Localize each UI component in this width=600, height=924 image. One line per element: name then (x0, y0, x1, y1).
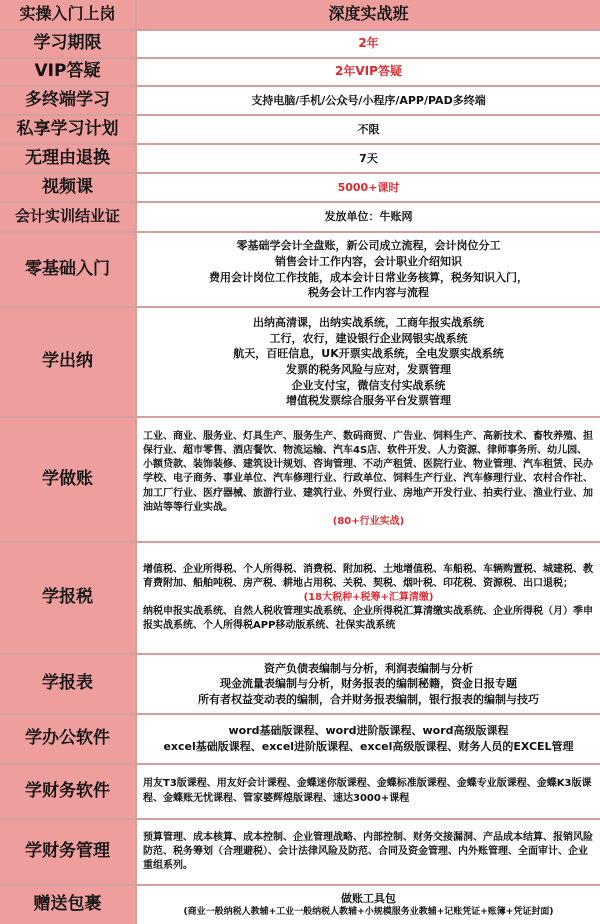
row-value (137, 145, 600, 172)
value-line: 发票的税务风险与应对，发票管理 (286, 363, 451, 376)
value-line: 预算管理、成本核算、成本控制、企业管理战略、内部控制、财务交接漏洞、产品成本结算、报销风险防范、税务筹划（合理避税）、会计法律风险及防范、合同及资金管理、内外账管理、全面审计、企业重组系列。 (143, 831, 593, 872)
row-office-software (0, 715, 600, 765)
row-label: 学财务软件 (0, 765, 137, 818)
table-header-row (0, 0, 600, 31)
row-value (137, 765, 600, 818)
row-label: 视频课 (0, 174, 137, 201)
value-line: 5000+课时 (337, 180, 400, 194)
row-value (137, 59, 600, 85)
row-gift-package (0, 886, 600, 924)
row-finance-management (0, 820, 600, 886)
row-label: 多终端学习 (0, 87, 137, 114)
row-label: 学习期限 (0, 31, 137, 57)
row-refund (0, 145, 600, 174)
row-label: 零基础入门 (0, 233, 137, 306)
row-finance-software (0, 765, 600, 820)
value-line: 纳税申报实战系统、自然人税收管理实战系统、企业所得税汇算清缴实战系统、企业所得税（月）季申报实战系统、个人所得税APP移动版系统、社保实战系统 (143, 606, 593, 632)
row-bookkeeping (0, 418, 600, 543)
row-multi-device (0, 87, 600, 116)
row-label: 学出纳 (0, 308, 137, 416)
value-line: 现金流量表编制与分析，财务报表的编制秘籍，资金日报专题 (220, 677, 517, 691)
value-line: 费用会计岗位工作技能，成本会计日常业务核算，税务知识入门， (209, 270, 528, 284)
row-zero-basics (0, 233, 600, 308)
value-line: 销售会计工作内容，会计职业介绍知识 (275, 254, 462, 268)
row-reports (0, 655, 600, 715)
row-label: 赠送包裹 (0, 886, 137, 924)
header-left-cell: 实操入门上岗 (0, 0, 137, 29)
value-line: 不限 (357, 122, 380, 136)
row-value (137, 31, 600, 57)
row-certificate (0, 203, 600, 233)
value-line: 用友T3版课程、用友好会计课程、金蝶迷你版课程、金蝶标准版课程、金蝶专业版课程、金蝶K3版课程、金蝶账无忧课程、管家婆辉煌版课程、速达3000+课程 (143, 778, 592, 804)
row-value (137, 87, 600, 114)
value-line-highlight: (80+行业实战) (332, 515, 405, 527)
row-value (137, 233, 600, 306)
row-label: 学报税 (0, 543, 137, 653)
row-label: 学办公软件 (0, 715, 137, 763)
value-line: 企业支付宝，微信支付实战系统 (291, 378, 446, 392)
row-value (137, 308, 600, 416)
header-right-cell: 深度实战班 (137, 0, 600, 29)
row-value (137, 174, 600, 201)
value-line: 出纳高清课，出纳实战系统，工商年报实战系统 (253, 316, 484, 330)
row-label: 学报表 (0, 655, 137, 713)
row-label: 会计实训结业证 (0, 203, 137, 231)
value-line: 工业、商业、服务业、灯具生产、服务生产、数码商贸、广告业、饲料生产、高新技术、畜牧养殖、担保行业、超市零售、酒店餐饮、物流运输、汽车4S店、软件开发、人力资源、律师事务所、幼儿园、小额贷款、装饰装修、建筑设计规划、咨询管理、不动产租赁、医院行业、物业管理、汽车租赁、民办学校、电子商务、事业单位、汽车修理行业、行政单位、饲料生产行业、汽车修理行业、农村合作社、加工厂行业、医疗器械、旅游行业、建筑行业、外贸行业、房地产开发行业、拍卖行业、渔业行业、加油站等等行业实战。 (143, 430, 593, 513)
row-value (137, 543, 600, 653)
value-line-highlight: (18大税种+税筹+汇算清缴) (303, 591, 434, 603)
value-line: 增值税、企业所得税、个人所得税、消费税、附加税、土地增值税、车船税、车辆购置税、城建税、教育费附加、船舶吨税、房产税、耕地占用税、关税、契税、烟叶税、印花税、资源税、出口退税； (143, 563, 593, 589)
row-value (137, 820, 600, 884)
row-value (137, 418, 600, 541)
row-study-period (0, 31, 600, 59)
row-value (137, 886, 600, 924)
value-line: 航天，百旺信息，UK开票实战系统，全电发票实战系统 (233, 347, 504, 361)
value-line: (商业一般纳税人教辅+工业一般纳税人教辅+小规模服务业教辅+记账凭证+账簿+凭证封面) (183, 907, 554, 918)
row-label: VIP答疑 (0, 59, 137, 85)
row-video-course (0, 174, 600, 203)
value-line: 工行，农行，建设银行企业网银实战系统 (269, 331, 468, 345)
row-cashier (0, 308, 600, 418)
value-line: 所有者权益变动表的编制，合并财务报表编制，银行报表的编制与技巧 (198, 692, 539, 706)
value-line: 发放单位：牛账网 (324, 210, 413, 224)
value-line: 7天 (359, 151, 378, 165)
row-tax-filing (0, 543, 600, 655)
row-label: 私享学习计划 (0, 116, 137, 143)
row-label: 学财务管理 (0, 820, 137, 884)
row-label: 无理由退换 (0, 145, 137, 172)
value-line: 2年 (358, 36, 379, 51)
value-line: 零基础学会计全盘账，新公司成立流程，会计岗位分工 (236, 239, 501, 253)
row-study-plan (0, 116, 600, 145)
row-value (137, 203, 600, 231)
value-line: excel基础版课程、excel进阶版课程、excel高级版课程、财务人员的EXCEL管理 (163, 740, 574, 753)
row-value (137, 116, 600, 143)
value-line: 做账工具包 (341, 891, 396, 905)
row-vip-qa (0, 59, 600, 87)
row-value (137, 715, 600, 763)
value-line: word基础版课程、word进阶版课程、word高级版课程 (228, 724, 509, 738)
value-line: 支持电脑/手机/公众号/小程序/APP/PAD多终端 (251, 93, 486, 107)
row-label: 学做账 (0, 418, 137, 541)
value-line: 增值税发票综合服务平台发票管理 (286, 394, 451, 408)
row-value (137, 655, 600, 713)
value-line: 税务会计工作内容与流程 (308, 286, 429, 300)
value-line: 2年VIP答疑 (335, 64, 402, 79)
value-line: 资产负债表编制与分析，利润表编制与分析 (264, 661, 473, 675)
